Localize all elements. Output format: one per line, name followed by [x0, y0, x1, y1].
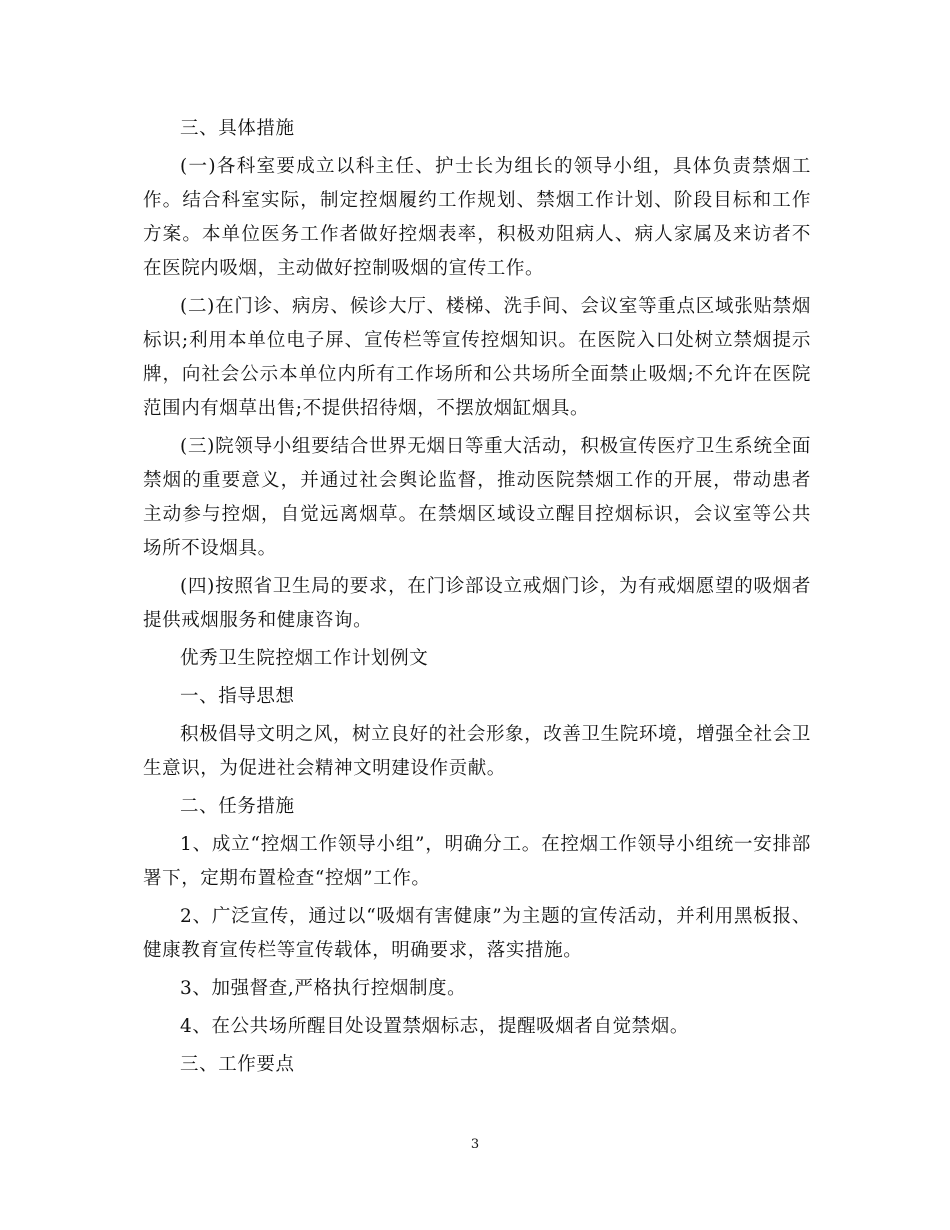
paragraph: (一)各科室要成立以科主任、护士长为组长的领导小组，具体负责禁烟工作。结合科室实际，制定控烟履约工作规划、禁烟工作计划、阶段目标和工作方案。本单位医务工作者做好控烟表率，积极劝阻病人、病人家属及来访者不在医院内吸烟，主动做好控制吸烟的宣传工作。 [143, 156, 811, 279]
paragraph: (二)在门诊、病房、候诊大厅、楼梯、洗手间、会议室等重点区域张贴禁烟标识;利用本单位电子屏、宣传栏等宣传控烟知识。在医院入口处树立禁烟提示牌，向社会公示本单位内所有工作场所和公共场所全面禁止吸烟;不允许在医院范围内有烟草出售;不提供招待烟，不摆放烟缸烟具。 [143, 296, 811, 419]
list-item: 2、广泛宣传，通过以“吸烟有害健康”为主题的宣传活动，并利用黑板报、健康教育宣传栏等宣传载体，明确要求，落实措施。 [143, 906, 811, 961]
section-heading: 三、具体措施 [180, 118, 295, 139]
document-title: 优秀卫生院控烟工作计划例文 [180, 648, 429, 669]
list-item: 4、在公共场所醒目处设置禁烟标志，提醒吸烟者自觉禁烟。 [180, 1016, 689, 1037]
paragraph: 积极倡导文明之风，树立良好的社会形象，改善卫生院环境，增强全社会卫生意识，为促进社会精神文明建设作贡献。 [143, 724, 811, 779]
section-heading: 二、任务措施 [180, 796, 295, 817]
section-heading: 一、指导思想 [180, 686, 295, 707]
paragraph: (三)院领导小组要结合世界无烟日等重大活动，积极宣传医疗卫生系统全面禁烟的重要意义，并通过社会舆论监督，推动医院禁烟工作的开展，带动患者主动参与控烟，自觉远离烟草。在禁烟区域设立醒目控烟标识，会议室等公共场所不设烟具。 [143, 436, 811, 559]
document-body [143, 112, 811, 1086]
section-heading: 三、工作要点 [180, 1054, 295, 1075]
paragraph: (四)按照省卫生局的要求，在门诊部设立戒烟门诊，为有戒烟愿望的吸烟者提供戒烟服务和健康咨询。 [143, 576, 811, 631]
page-number: 3 [470, 1137, 480, 1152]
list-item: 3、加强督查,严格执行控烟制度。 [180, 978, 467, 999]
list-item: 1、成立“控烟工作领导小组”，明确分工。在控烟工作领导小组统一安排部署下，定期布置检查“控烟”工作。 [143, 834, 811, 889]
